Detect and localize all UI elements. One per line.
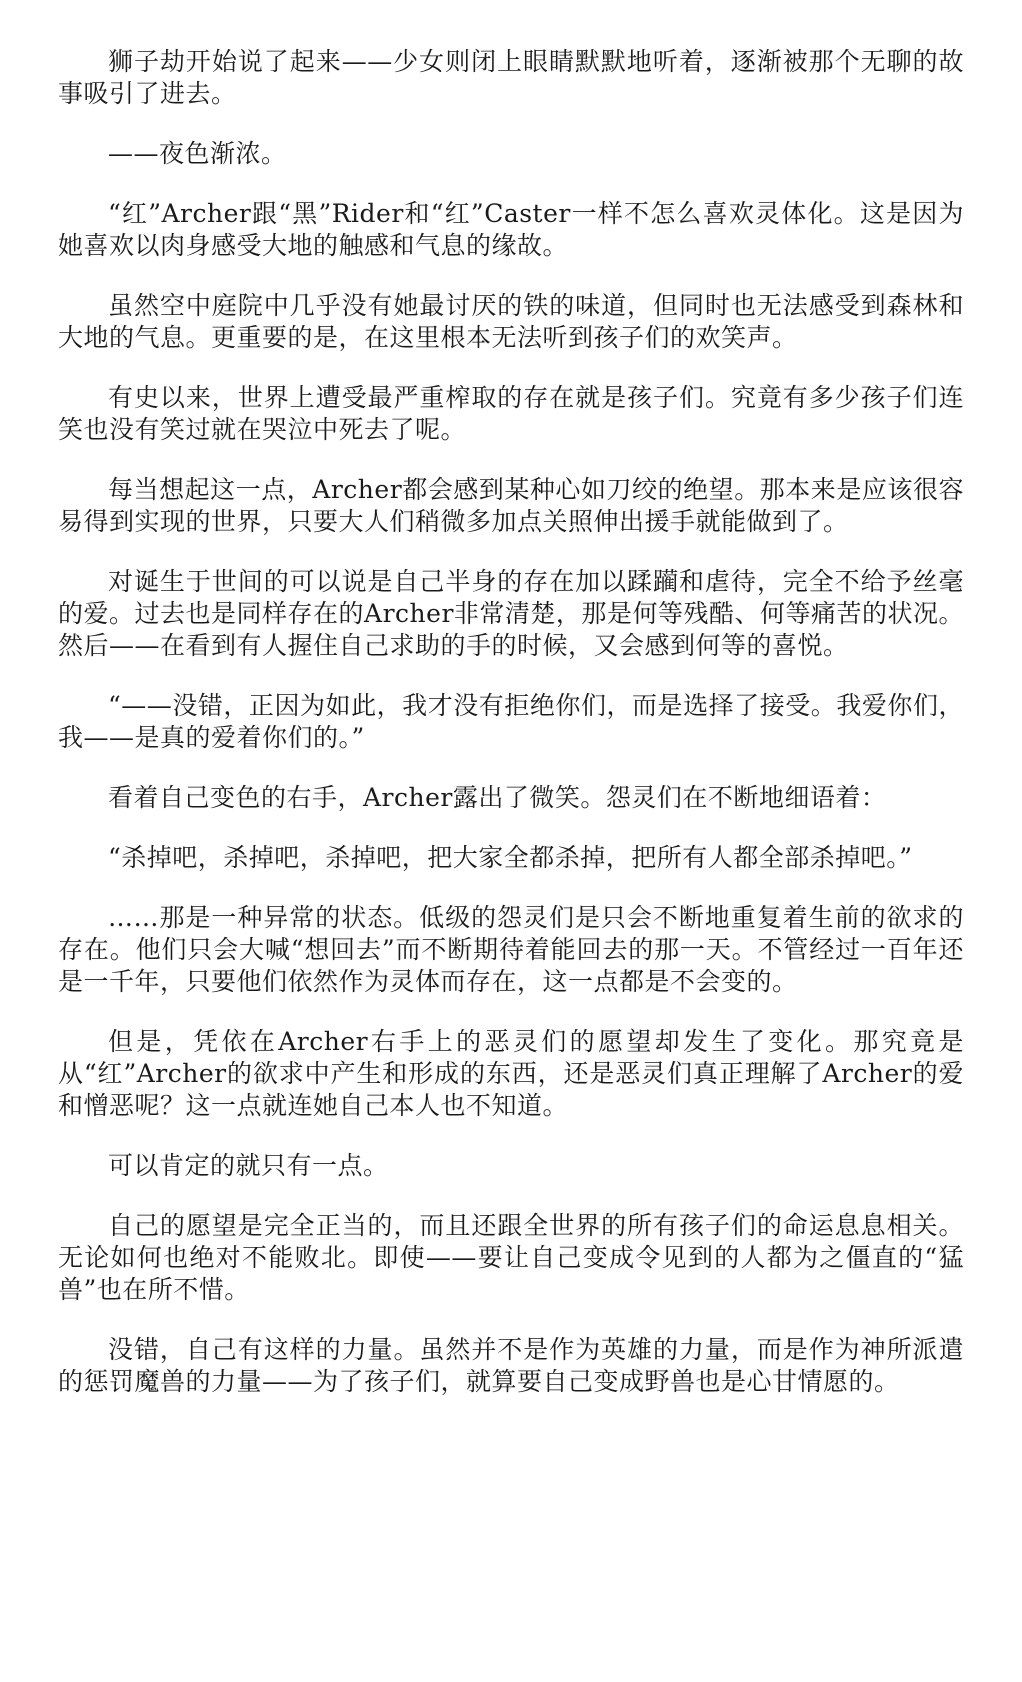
paragraph-5: 有史以来，世界上遭受最严重榨取的存在就是孩子们。究竟有多少孩子们连笑也没有笑过就在哭泣中死去了呢。 [58,383,964,444]
paragraph-8: “——没错，正因为如此，我才没有拒绝你们，而是选择了接受。我爱你们，我——是真的爱着你们的。” [58,691,964,752]
paragraph-2: ——夜色渐浓。 [108,139,287,168]
document-page [58,46,964,1426]
paragraph-14: 自己的愿望是完全正当的，而且还跟全世界的所有孩子们的命运息息相关。无论如何也绝对不能败北。即使——要让自己变成令见到的人都为之僵直的“猛兽”也在所不惜。 [58,1211,964,1304]
paragraph-12: 但是，凭依在Archer右手上的恶灵们的愿望却发生了变化。那究竟是从“红”Archer的欲求中产生和形成的东西，还是恶灵们真正理解了Archer的爱和憎恶呢？这一点就连她自己本人也不知道。 [58,1027,964,1120]
paragraph-6: 每当想起这一点，Archer都会感到某种心如刀绞的绝望。那本来是应该很容易得到实现的世界，只要大人们稍微多加点关照伸出援手就能做到了。 [58,475,964,536]
paragraph-9: 看着自己变色的右手，Archer露出了微笑。怨灵们在不断地细语着： [108,783,887,812]
paragraph-1: 狮子劫开始说了起来——少女则闭上眼睛默默地听着，逐渐被那个无聊的故事吸引了进去。 [58,47,964,108]
paragraph-4: 虽然空中庭院中几乎没有她最讨厌的铁的味道，但同时也无法感受到森林和大地的气息。更重要的是，在这里根本无法听到孩子们的欢笑声。 [58,291,964,352]
paragraph-3: “红”Archer跟“黑”Rider和“红”Caster一样不怎么喜欢灵体化。这是因为她喜欢以肉身感受大地的触感和气息的缘故。 [58,199,964,260]
paragraph-13: 可以肯定的就只有一点。 [108,1151,389,1180]
paragraph-11: ……那是一种异常的状态。低级的怨灵们是只会不断地重复着生前的欲求的存在。他们只会大喊“想回去”而不断期待着能回去的那一天。不管经过一百年还是一千年，只要他们依然作为灵体而存在，这一点都是不会变的。 [58,903,964,996]
paragraph-7: 对诞生于世间的可以说是自己半身的存在加以蹂躏和虐待，完全不给予丝毫的爱。过去也是同样存在的Archer非常清楚，那是何等残酷、何等痛苦的状况。然后——在看到有人握住自己求助的手的时候，又会感到何等的喜悦。 [58,567,964,660]
paragraph-15: 没错，自己有这样的力量。虽然并不是作为英雄的力量，而是作为神所派遣的惩罚魔兽的力量——为了孩子们，就算要自己变成野兽也是心甘情愿的。 [58,1335,964,1396]
paragraph-10: “杀掉吧，杀掉吧，杀掉吧，把大家全都杀掉，把所有人都全部杀掉吧。” [108,843,913,872]
